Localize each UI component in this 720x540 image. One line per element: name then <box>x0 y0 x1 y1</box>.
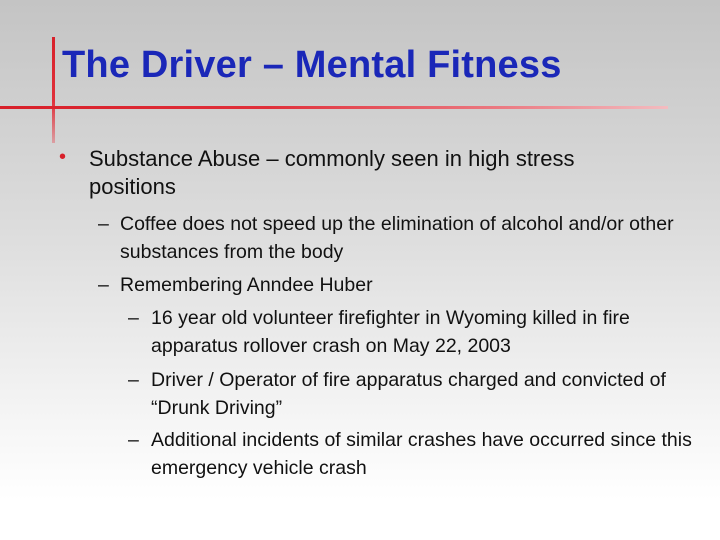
sub-bullet-coffee: Coffee does not speed up the elimination of alcohol and/or other substances from the body <box>120 213 674 263</box>
dash-icon: – <box>128 307 139 329</box>
dash-icon: – <box>128 369 139 391</box>
sub-sub-bullet-firefighter: 16 year old volunteer firefighter in Wyoming killed in fire apparatus rollover crash on May 22, 2003 <box>151 307 630 357</box>
dash-icon: – <box>98 274 109 296</box>
dash-icon: – <box>98 213 109 235</box>
accent-horizontal-line <box>0 106 668 109</box>
accent-vertical-line <box>52 37 55 143</box>
slide-title: The Driver – Mental Fitness <box>62 44 562 86</box>
sub-bullet-remembering: Remembering Anndee Huber <box>120 274 373 296</box>
main-bullet-text: Substance Abuse – commonly seen in high stress positions <box>89 146 575 199</box>
sub-sub-bullet-incidents: Additional incidents of similar crashes have occurred since this emergency vehicle crash <box>151 429 692 479</box>
sub-sub-bullet-driver: Driver / Operator of fire apparatus charged and convicted of “Drunk Driving” <box>151 369 666 419</box>
bullet-icon: • <box>59 146 67 168</box>
dash-icon: – <box>128 429 139 451</box>
